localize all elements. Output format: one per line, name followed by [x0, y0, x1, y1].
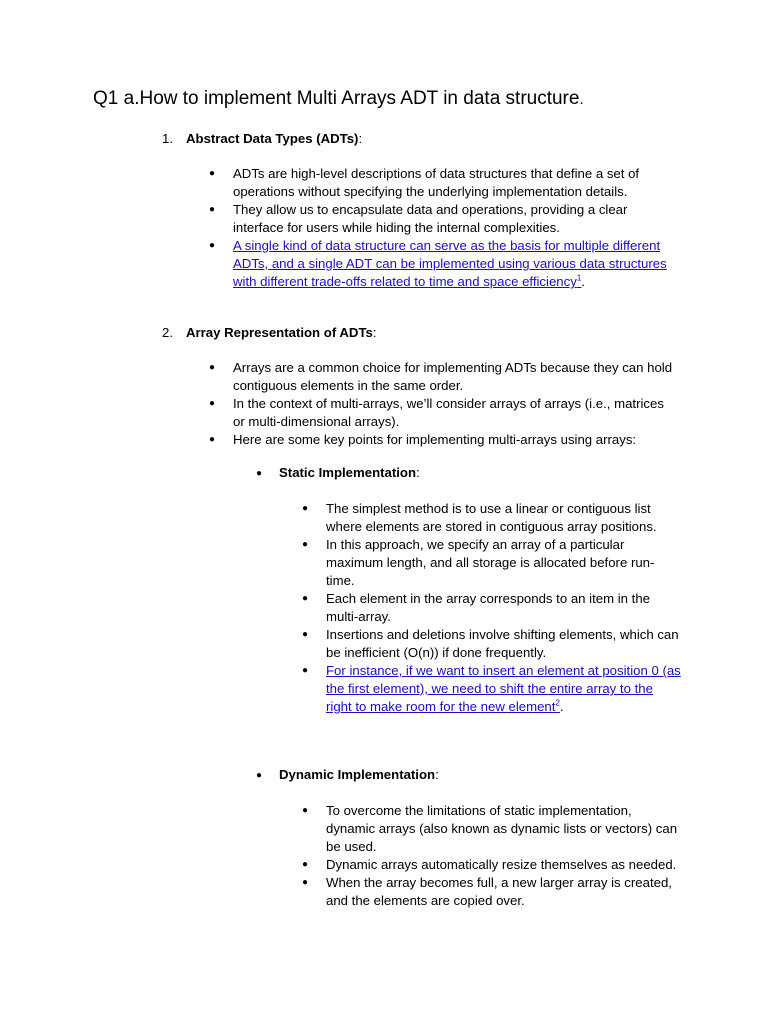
page-title-text: Q1 a.How to implement Multi Arrays ADT in data structure	[93, 88, 580, 109]
list-item-text: Arrays are a common choice for implementing ADTs because they can hold contiguous elements in the same order.	[233, 360, 673, 393]
bullet-icon: ●	[302, 539, 309, 550]
section-1-bullet-list	[209, 165, 679, 291]
dynamic-impl-colon: :	[435, 767, 439, 782]
list-item-text: In this approach, we specify an array of a particular maximum length, and all storage is allocated before run-time.	[326, 537, 655, 588]
list-item-text: Each element in the array corresponds to an item in the multi-array.	[326, 591, 651, 624]
bullet-icon: ●	[302, 629, 309, 640]
bullet-icon: ●	[302, 805, 309, 816]
list-item	[302, 802, 682, 856]
list-item	[302, 500, 682, 536]
bullet-icon: ●	[302, 877, 309, 888]
list-item-text: Insertions and deletions involve shifting elements, which can be inefficient (O(n)) if done frequently.	[326, 627, 679, 660]
section-1-title: Abstract Data Types (ADTs)	[186, 131, 359, 146]
dynamic-impl-title: Dynamic Implementation	[279, 767, 436, 782]
citation-link-2[interactable]	[326, 663, 681, 714]
citation-link-2-text: For instance, if we want to insert an element at position 0 (as the first element), we need to shift the entire array to the right to make room for the new element	[326, 663, 681, 714]
list-item	[302, 536, 682, 590]
list-item-text: ADTs are high-level descriptions of data structures that define a set of operations without specifying the underlying implementation details.	[233, 166, 640, 199]
footnote-ref-1: 1	[576, 273, 582, 283]
static-impl-colon: :	[416, 465, 420, 480]
citation-link-1[interactable]	[233, 238, 667, 289]
list-item	[302, 662, 682, 716]
list-item	[209, 165, 679, 201]
list-item	[209, 431, 679, 449]
footnote-ref-2: 2	[555, 698, 560, 708]
list-item-text: To overcome the limitations of static implementation, dynamic arrays (also known as dynamic lists or vectors) can be used.	[326, 803, 678, 854]
bullet-icon: ●	[209, 362, 216, 373]
section-2-colon: :	[372, 325, 377, 340]
static-impl-bullet-list	[302, 500, 682, 716]
list-item-text: They allow us to encapsulate data and operations, providing a clear interface for users while hiding the internal complexities.	[233, 202, 628, 235]
list-item	[302, 874, 682, 910]
list-item	[302, 626, 682, 662]
static-impl-title: Static Implementation	[279, 465, 417, 480]
list-item	[209, 237, 679, 291]
section-2-bullet-list	[209, 359, 679, 449]
bullet-icon: ●	[209, 240, 216, 251]
section-2-number: 2.	[162, 325, 173, 340]
list-item-text: Dynamic arrays automatically resize themselves as needed.	[326, 857, 677, 872]
bullet-icon: ●	[302, 503, 309, 514]
page-title-period: .	[579, 91, 584, 108]
link-trailing-period: .	[559, 699, 564, 714]
bullet-icon: ●	[302, 859, 309, 870]
link-trailing-period: .	[581, 274, 585, 289]
list-item	[209, 359, 679, 395]
list-item-text: In the context of multi-arrays, we’ll consider arrays of arrays (i.e., matrices or multi-dimensional arrays).	[233, 396, 664, 429]
list-item-text: The simplest method is to use a linear or contiguous list where elements are stored in contiguous array positions.	[326, 501, 657, 534]
list-item-text: When the array becomes full, a new larger array is created, and the elements are copied over.	[326, 875, 672, 908]
list-item-text: Here are some key points for implementing multi-arrays using arrays:	[233, 432, 637, 447]
list-item	[209, 395, 679, 431]
bullet-icon: ●	[209, 398, 216, 409]
bullet-icon: ●	[209, 434, 216, 445]
section-1-number: 1.	[162, 131, 173, 146]
dynamic-impl-bullet-list	[302, 802, 682, 910]
section-2-title: Array Representation of ADTs	[186, 325, 373, 340]
list-item	[302, 856, 682, 874]
list-item	[209, 201, 679, 237]
citation-link-1-text: A single kind of data structure can serve as the basis for multiple different ADTs, and a single ADT can be implemented using various data structures with different trade-offs related to time and space efficiency	[233, 238, 667, 289]
bullet-icon: ●	[302, 665, 309, 676]
bullet-icon: ●	[209, 204, 216, 215]
bullet-icon: ●	[302, 593, 309, 604]
bullet-icon: ●	[209, 168, 216, 179]
bullet-icon: ●	[256, 468, 263, 479]
list-item	[302, 590, 682, 626]
page-title	[93, 88, 584, 110]
bullet-icon: ●	[256, 770, 263, 781]
section-1-colon: :	[358, 131, 363, 146]
